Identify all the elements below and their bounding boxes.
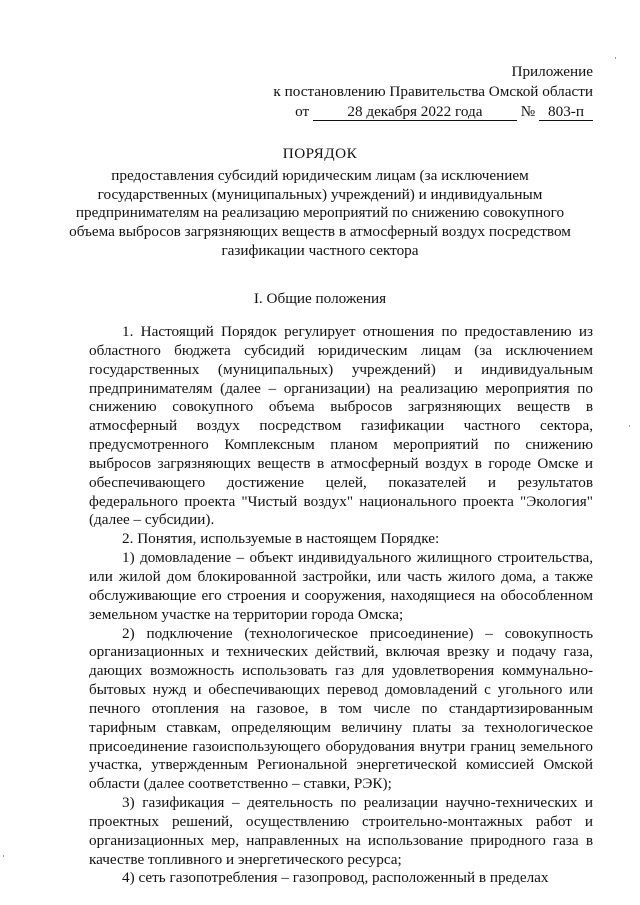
document-body [89,323,593,888]
paragraph: 3) газификация – деятельность по реализации научно-технических и проектных решений, осуществлению строительно-монтажных работ и организационных мер, направленных на использование природного газа в качестве топливного и энергетического ресурса; [89,794,593,868]
paragraph: 4) сеть газопотребления – газопровод, расположенный в пределах [122,869,549,887]
decree-number: 803-п [539,103,593,121]
scan-speck [629,425,630,427]
appendix-decree: к постановлению Правительства Омской области [273,83,593,100]
scan-speck [615,57,616,59]
appendix-title: Приложение [511,63,593,80]
paragraph: 1) домовладение – объект индивидуального жилищного строительства, или жилой дом блокированной застройки, или часть жилого дома, а также обслуживающие его строения и сооружения, находящиеся на обособленном земельном участке на территории города Омска; [89,549,593,623]
paragraph: 2) подключение (технологическое присоединение) – совокупность организационных и технических действий, включая врезку и подачу газа, дающих возможность использовать газ для удовлетворения коммунально-бытовых нужд и обеспечивающих перевод домовладений с угольного или печного отопления на газовое, в том числе по стандартизированным тарифным ставкам, определяющим величину платы за технологическое присоединение газоиспользующего оборудования внутри границ земельного участка, утвержденным Региональной энергетической комиссией Омской области (далее соответственно – ставки, РЭК); [89,624,593,793]
scan-speck [3,855,4,857]
title-heading: ПОРЯДОК [282,145,358,162]
paragraph: 2. Понятия, используемые в настоящем Порядке: [122,530,440,548]
date-prefix: от [295,103,310,120]
section-heading: I. Общие положения [253,290,387,307]
number-prefix: № [520,103,536,120]
decree-date: 28 декабря 2022 года [313,103,517,121]
title-subtitle: предоставления субсидий юридическим лицам (за исключением государственных (муниципальных) учреждений) и индивидуальным предпринимателям на реализацию мероприятий по снижению совокупного объема выбросов загрязняющих веществ в атмосферный воздух посредством газификации частного сектора [69,166,571,259]
document-title [60,145,580,261]
paragraph: 1. Настоящий Порядок регулирует отношения по предоставлению из областного бюджета субсидий юридическим лицам (за исключением государственных (муниципальных) учреждений) и индивидуальным предпринимателям (далее – организации) на реализацию мероприятия по снижению совокупного объема выбросов загрязняющих веществ в атмосферный воздух посредством газификации частного сектора, предусмотренного Комплексным планом мероприятий по снижению выбросов загрязняющих веществ в атмосферный воздух в городе Омске и обеспечивающего достижение целей, показателей и результатов федерального проекта "Чистый воздух" национального проекта "Экология" (далее – субсидии). [89,323,593,529]
appendix-header [233,62,593,122]
appendix-date-line [233,102,593,122]
